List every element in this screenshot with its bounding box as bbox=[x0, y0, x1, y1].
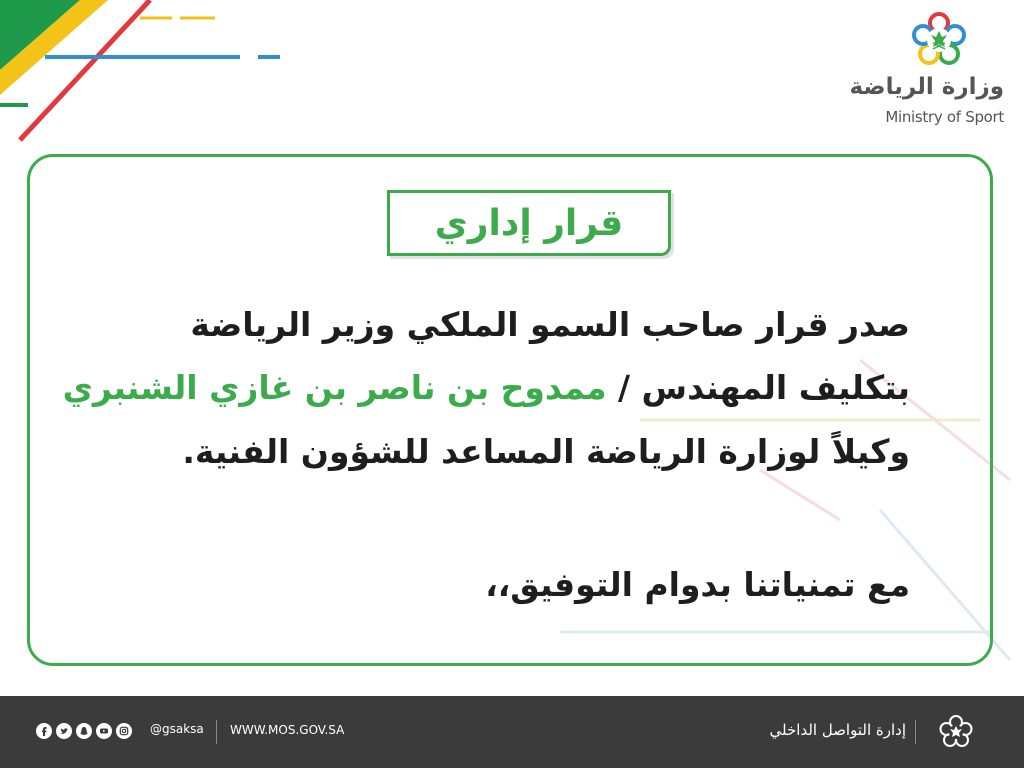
closing-greeting: مع تمنياتنا بدوام التوفيق،، bbox=[485, 565, 910, 604]
title-box bbox=[387, 190, 671, 256]
youtube-icon[interactable] bbox=[96, 723, 112, 739]
announcement-line-1: صدر قرار صاحب السمو الملكي وزير الرياضة bbox=[190, 305, 910, 344]
website-link[interactable]: WWW.MOS.GOV.SA bbox=[230, 723, 345, 737]
social-icons bbox=[36, 723, 132, 739]
ministry-logo bbox=[849, 6, 1020, 132]
footer-separator bbox=[915, 720, 916, 744]
facebook-icon[interactable] bbox=[36, 723, 52, 739]
twitter-icon[interactable] bbox=[56, 723, 72, 739]
ministry-name-english: Ministry of Sport bbox=[885, 108, 1004, 126]
appointee-name: ممدوح بن ناصر بن غازي الشنبري bbox=[62, 368, 607, 407]
snapchat-icon[interactable] bbox=[76, 723, 92, 739]
saudi-emblem-icon bbox=[936, 712, 976, 752]
department-name: إدارة التواصل الداخلي bbox=[769, 721, 906, 739]
ministry-emblem-icon bbox=[906, 8, 972, 72]
ministry-name-arabic: وزارة الرياضة bbox=[849, 74, 1004, 100]
social-handle[interactable]: @gsaksa bbox=[150, 722, 204, 736]
footer-separator bbox=[216, 720, 217, 744]
decorative-lines bbox=[0, 0, 300, 150]
announcement-title: قرار إداري bbox=[434, 202, 624, 244]
announcement-line-3: وكيلاً لوزارة الرياضة المساعد للشؤون الفنية. bbox=[182, 432, 910, 471]
instagram-icon[interactable] bbox=[116, 723, 132, 739]
announcement-line-2 bbox=[40, 368, 910, 407]
announcement-line-2-prefix: بتكليف المهندس / bbox=[606, 368, 910, 407]
